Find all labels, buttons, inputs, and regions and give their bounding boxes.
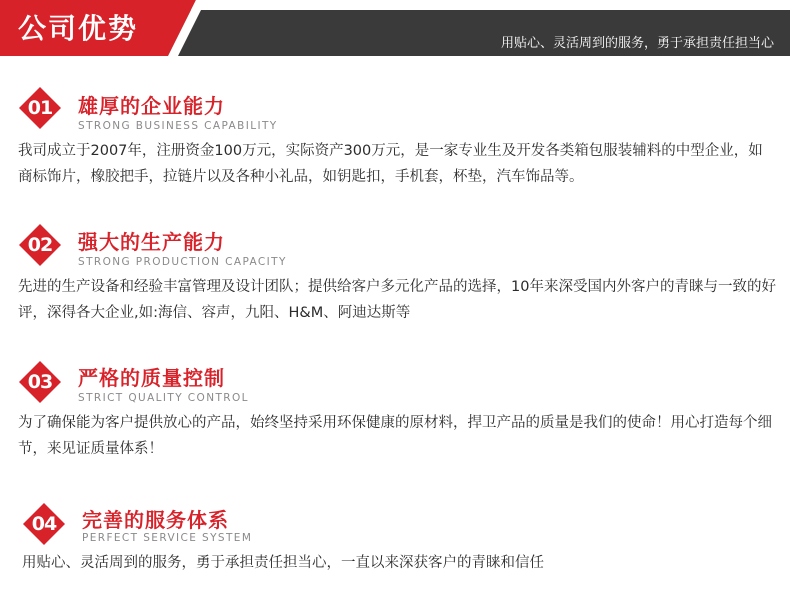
section-production-capacity: [0, 216, 790, 326]
section-number-badge: [18, 223, 62, 267]
section-number-badge: [22, 502, 66, 546]
section-business-capability: [0, 80, 790, 190]
page-title: 公司优势: [18, 12, 139, 45]
section-number: 03: [27, 371, 53, 393]
section-number-badge: [18, 360, 62, 404]
section-body: 我司成立于2007年，注册资金100万元，实际资产300万元，是一家专业生及开发各类箱包服装辅料的中型企业，如商标饰片，橡胶把手，拉链片以及各种小礼品，如钥匙扣，手机套，杯垫，汽车饰品等。: [18, 143, 763, 185]
section-number: 01: [27, 97, 53, 119]
section-subtitle: STRONG BUSINESS CAPABILITY: [78, 120, 278, 132]
section-title: 强大的生产能力: [78, 230, 225, 254]
section-subtitle: STRONG PRODUCTION CAPACITY: [78, 256, 287, 268]
section-title: 完善的服务体系: [82, 508, 229, 532]
section-number-badge: [18, 86, 62, 130]
section-quality-control: [0, 352, 790, 462]
section-service-system: [0, 494, 790, 584]
section-subtitle: STRICT QUALITY CONTROL: [78, 392, 249, 404]
section-number: 04: [31, 513, 57, 535]
section-title: 雄厚的企业能力: [78, 94, 225, 118]
section-subtitle: PERFECT SERVICE SYSTEM: [82, 532, 253, 544]
section-body: 为了确保能为客户提供放心的产品，始终坚持采用环保健康的原材料，捍卫产品的质量是我们的使命！用心打造每个细节，来见证质量体系！: [18, 415, 772, 457]
section-body: 用贴心、灵活周到的服务，勇于承担责任担当心，一直以来深获客户的青睐和信任: [22, 555, 544, 571]
banner-slogan: 用贴心、灵活周到的服务，勇于承担责任担当心: [500, 36, 774, 51]
section-body: 先进的生产设备和经验丰富管理及设计团队；提供给客户多元化产品的选择，10年来深受国内外客户的青睐与一致的好评，深得各大企业,如:海信、容声，九阳、H&M、阿迪达斯等: [18, 279, 776, 321]
section-title: 严格的质量控制: [78, 366, 225, 390]
section-number: 02: [27, 234, 53, 256]
header-banner: [0, 0, 790, 58]
